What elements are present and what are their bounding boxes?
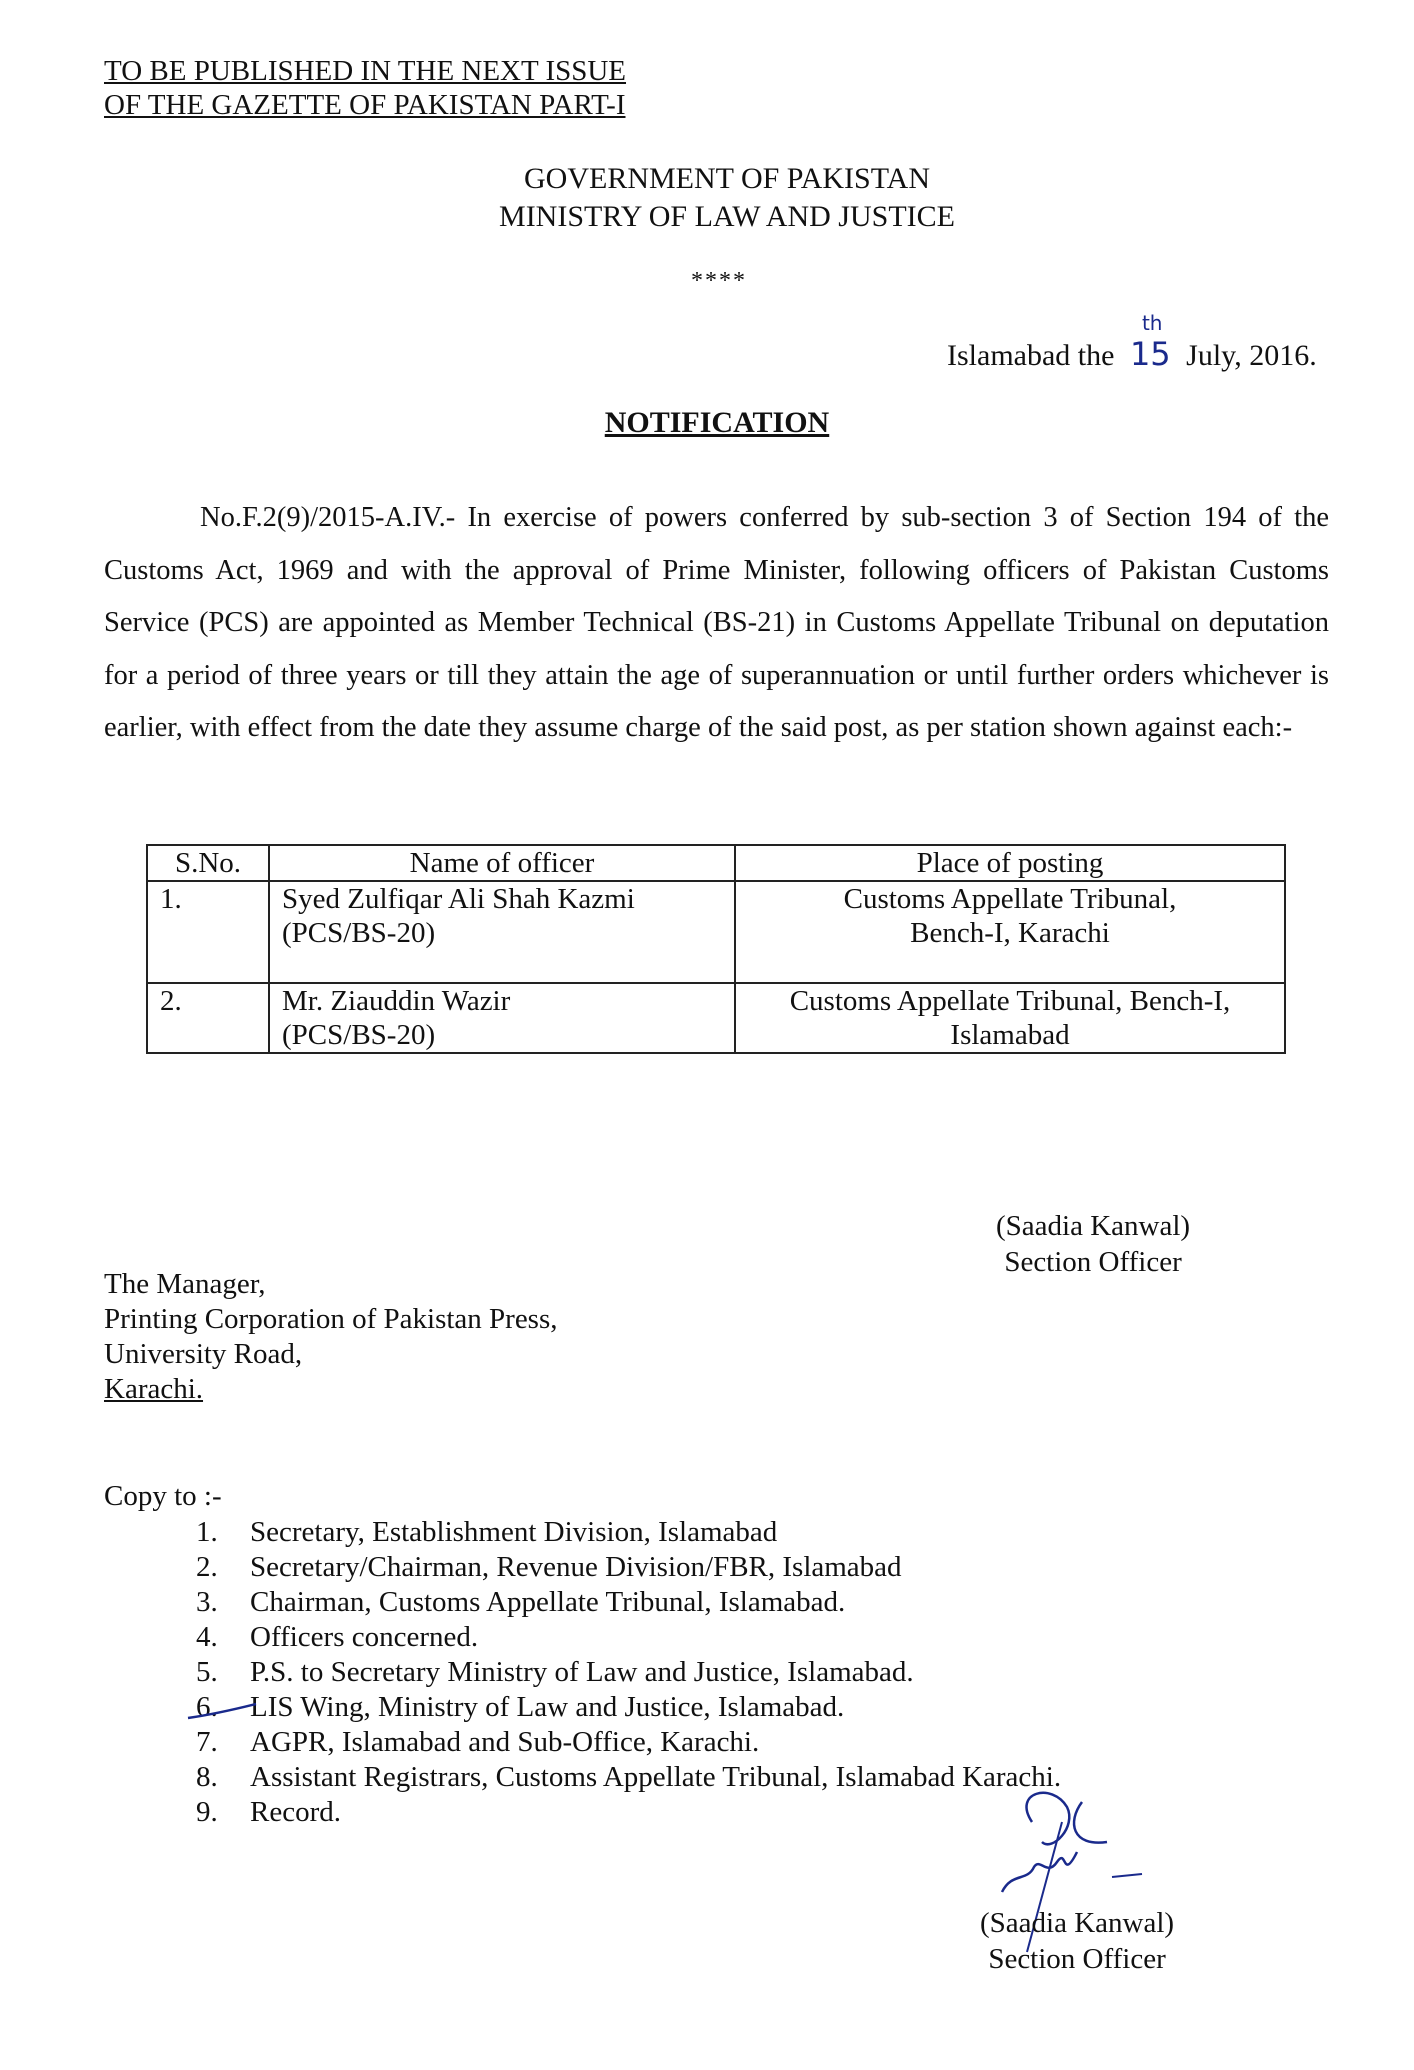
date-prefix: Islamabad the xyxy=(947,339,1115,372)
signatory-name: (Saadia Kanwal) xyxy=(980,1907,1175,1939)
copy-to-list xyxy=(196,1515,1061,1830)
ministry-name: MINISTRY OF LAW AND JUSTICE xyxy=(499,200,955,233)
page-title: NOTIFICATION xyxy=(604,406,830,439)
officers-table xyxy=(146,844,1286,1054)
table-row xyxy=(147,881,1285,983)
list-item: 7. AGPR, Islamabad and Sub-Office, Karachi. xyxy=(196,1726,760,1758)
pen-tick-mark xyxy=(186,1700,266,1730)
separator-stars: **** xyxy=(691,268,747,294)
row-place: Customs Appellate Tribunal, Bench-I, Karachi xyxy=(735,881,1285,983)
handwritten-day: th 15 xyxy=(1129,311,1171,373)
government-name: GOVERNMENT OF PAKISTAN xyxy=(524,162,930,195)
copy-to-label: Copy to :- xyxy=(104,1480,222,1512)
list-item: 3. Chairman, Customs Appellate Tribunal, Islamabad. xyxy=(196,1586,846,1618)
header-name: Name of officer xyxy=(269,845,735,881)
gazette-heading xyxy=(104,54,626,122)
list-item: 5. P.S. to Secretary Ministry of Law and Justice, Islamabad. xyxy=(196,1656,914,1688)
signatory-block-bottom xyxy=(980,1905,1174,1977)
date-suffix: July, 2016. xyxy=(1186,339,1317,372)
day-suffix: th xyxy=(1141,311,1163,335)
header-sno: S.No. xyxy=(147,845,269,881)
row-officer: Mr. Ziauddin Wazir (PCS/BS-20) xyxy=(269,983,735,1053)
issue-date xyxy=(947,311,1317,373)
signatory-designation: Section Officer xyxy=(1004,1246,1182,1278)
signatory-name: (Saadia Kanwal) xyxy=(996,1210,1191,1242)
gazette-line-1: TO BE PUBLISHED IN THE NEXT ISSUE xyxy=(104,55,627,87)
table-row xyxy=(147,983,1285,1053)
list-item: 6. LIS Wing, Ministry of Law and Justice, Islamabad. xyxy=(196,1691,845,1723)
table-header-row xyxy=(147,845,1285,881)
list-item: 8. Assistant Registrars, Customs Appellate Tribunal, Islamabad Karachi. xyxy=(196,1761,1062,1793)
header-place: Place of posting xyxy=(735,845,1285,881)
government-heading xyxy=(20,160,1414,236)
row-sno: 2. xyxy=(147,983,269,1053)
signatory-block xyxy=(996,1208,1190,1280)
signatory-designation: Section Officer xyxy=(988,1943,1166,1975)
list-item: 1. Secretary, Establishment Division, Islamabad xyxy=(196,1516,778,1548)
row-sno: 1. xyxy=(147,881,269,983)
row-officer: Syed Zulfiqar Ali Shah Kazmi (PCS/BS-20) xyxy=(269,881,735,983)
list-item: 9. Record. xyxy=(196,1796,341,1828)
notification-paragraph: No.F.2(9)/2015-A.IV.- In exercise of powers conferred by sub-section 3 of Section 194 of the Customs Act, 1969 and with the approval of Prime Minister, following officers of Pakistan Customs Service (PCS) are appointed as Member Technical (BS-21) in Customs Appellate Tribunal on deputation for a period of three years or till they attain the age of superannuation or until further orders whichever is earlier, with effect from the date they assume charge of the said post, as per station shown against each:- xyxy=(104,502,1329,743)
row-place: Customs Appellate Tribunal, Bench-I, Islamabad xyxy=(735,983,1285,1053)
gazette-line-2: OF THE GAZETTE OF PAKISTAN PART-I xyxy=(104,89,626,121)
list-item: 4. Officers concerned. xyxy=(196,1621,479,1653)
addressee-block: The Manager, Printing Corporation of Pakistan Press, University Road, Karachi. xyxy=(104,1268,558,1405)
list-item: 2. Secretary/Chairman, Revenue Division/FBR, Islamabad xyxy=(196,1551,902,1583)
